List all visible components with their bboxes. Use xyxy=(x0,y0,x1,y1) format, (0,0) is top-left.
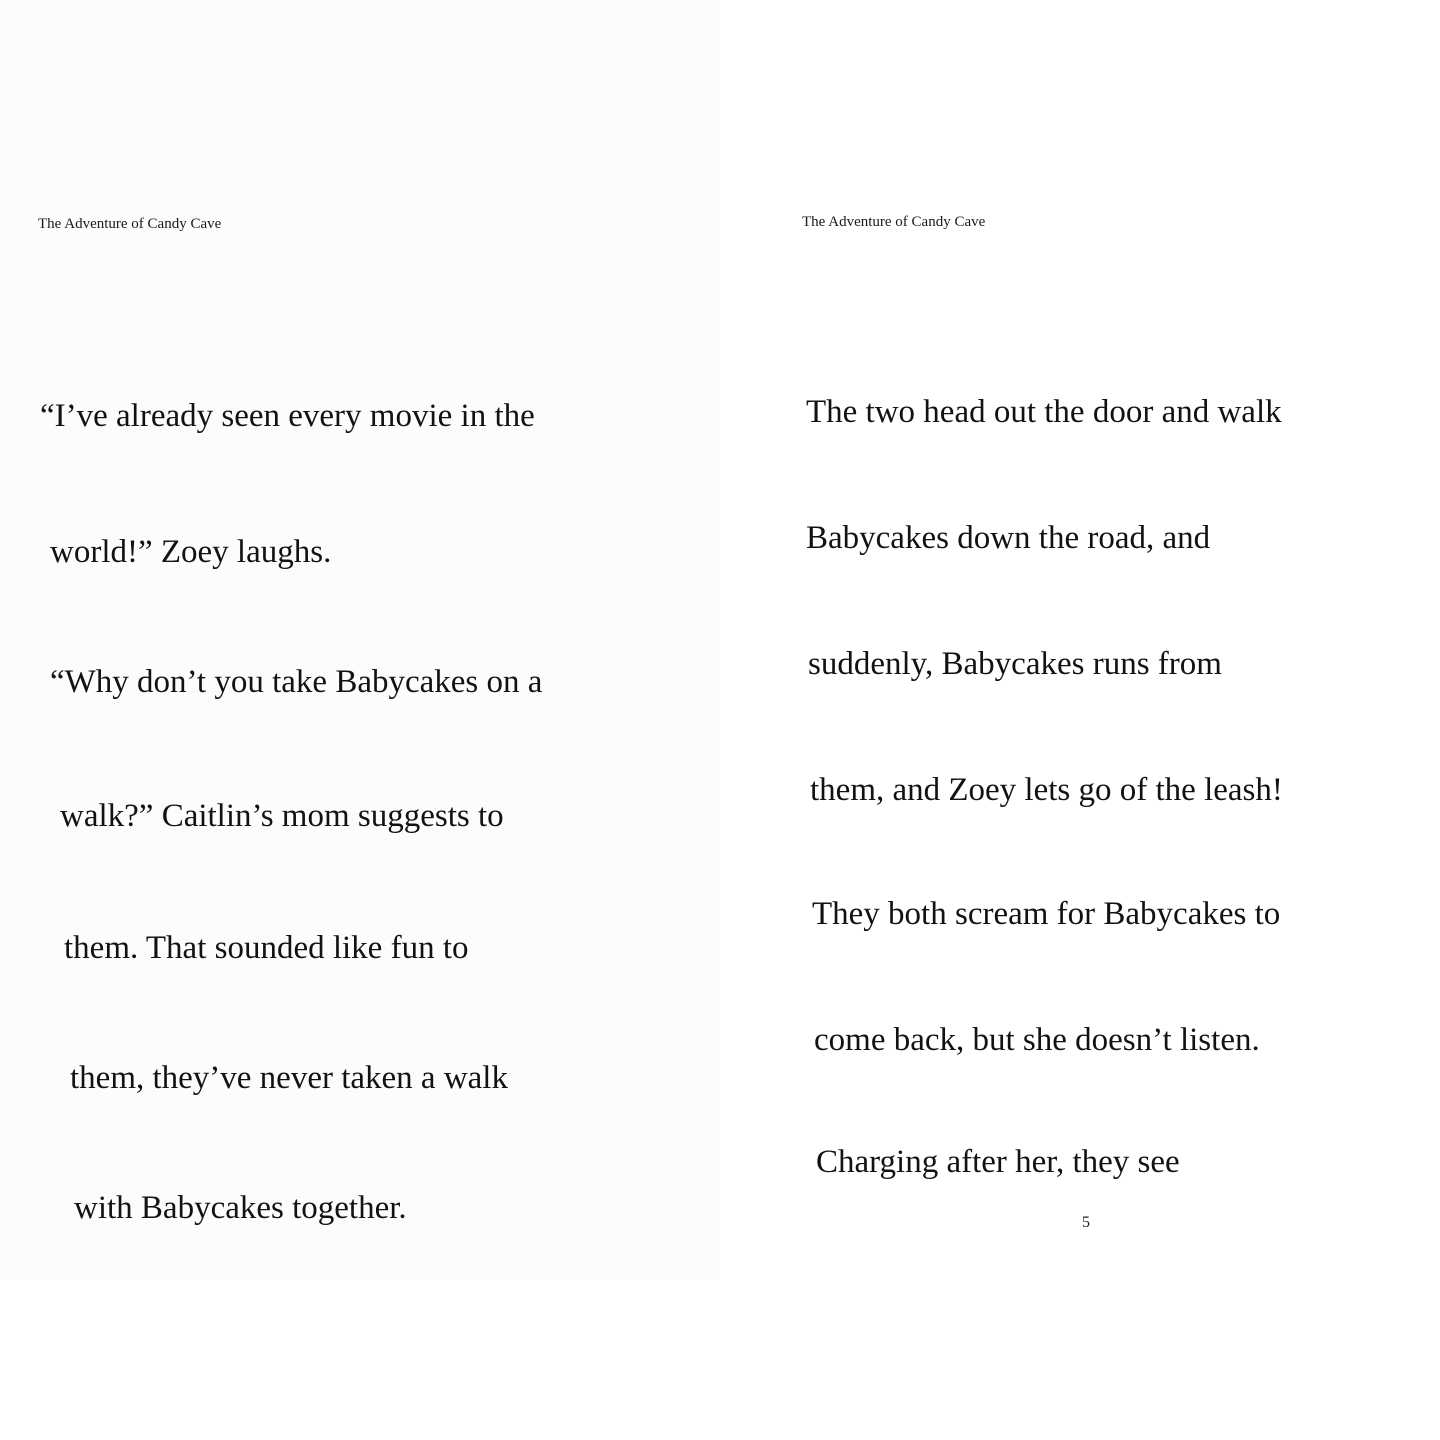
text-line: Babycakes down the road, and xyxy=(806,520,1211,556)
text-line: them, they’ve never taken a walk xyxy=(70,1060,508,1096)
text-line: with Babycakes together. xyxy=(74,1190,407,1226)
text-line: “Why don’t you take Babycakes on a xyxy=(50,664,543,700)
right-page xyxy=(720,0,1440,1280)
text-line: come back, but she doesn’t listen. xyxy=(814,1022,1260,1058)
text-line: them. That sounded like fun to xyxy=(64,930,469,966)
running-head: The Adventure of Candy Cave xyxy=(38,216,222,232)
text-line: “I’ve already seen every movie in the xyxy=(40,398,535,434)
text-line: The two head out the door and walk xyxy=(806,394,1282,430)
text-line: suddenly, Babycakes runs from xyxy=(808,646,1222,682)
text-line: Charging after her, they see xyxy=(816,1144,1180,1180)
text-line: They both scream for Babycakes to xyxy=(812,896,1281,932)
text-line: world!” Zoey laughs. xyxy=(50,534,332,570)
running-head: The Adventure of Candy Cave xyxy=(802,214,986,230)
text-line: walk?” Caitlin’s mom suggests to xyxy=(60,798,504,834)
page-number: 5 xyxy=(1082,1214,1090,1231)
text-line: them, and Zoey lets go of the leash! xyxy=(810,772,1283,808)
left-page xyxy=(0,0,720,1280)
